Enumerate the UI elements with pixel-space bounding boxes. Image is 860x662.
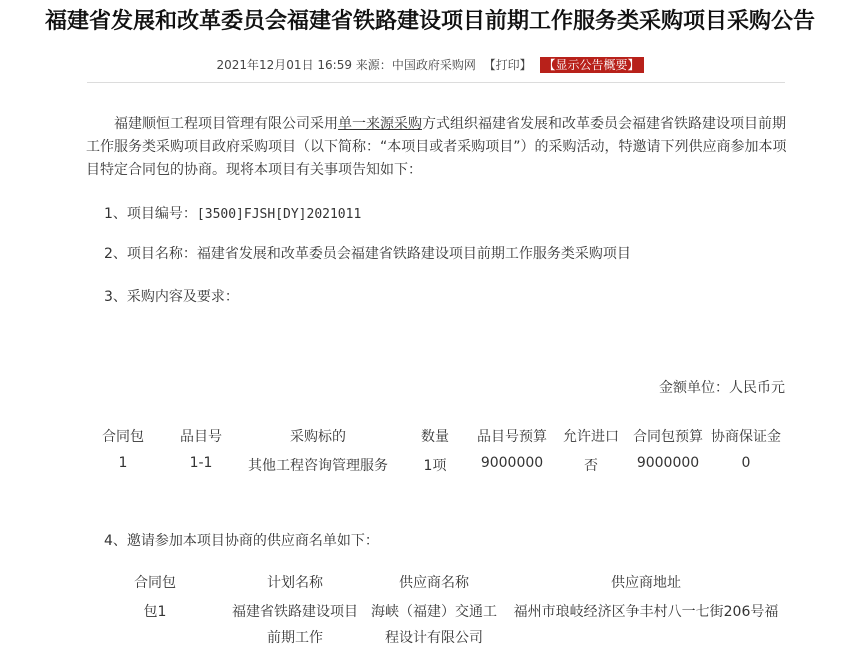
table1-row-item-budget: 9000000 [480,455,544,471]
table2-header-supplier-address: 供应商地址 [611,575,681,591]
table1-header-package-budget: 合同包预算 [633,429,703,445]
show-summary-button[interactable]: 【显示公告概要】 [540,57,644,73]
article-meta [0,56,860,73]
table2-row-plan-name-line2: 前期工作 [267,630,323,646]
project-number-value: [3500]FJSH[DY]2021011 [196,207,362,222]
page-title: 福建省发展和改革委员会福建省铁路建设项目前期工作服务类采购项目采购公告 [44,9,815,34]
table2-row-supplier-line1: 海峡（福建）交通工 [371,604,497,620]
table2-row-plan-name-line1: 福建省铁路建设项目 [232,604,358,620]
table1-header-item-no: 品目号 [180,429,222,445]
table1-header-import-allowed: 允许进口 [563,429,619,445]
table1-header-quantity: 数量 [421,429,449,445]
project-number-label: 1、项目编号： [104,206,197,222]
project-number [104,203,361,223]
table2-header-plan-name: 计划名称 [267,575,323,591]
table1-header-subject: 采购标的 [290,429,346,445]
table2-row-supplier-line2: 程设计有限公司 [385,630,483,646]
table1-header-deposit: 协商保证金 [711,429,781,445]
project-name-label: 2、项目名称： [104,246,197,262]
procurement-method-link[interactable]: 单一来源采购 [338,116,422,132]
intro-paragraph [86,113,790,182]
table1-row-package: 1 [118,455,128,471]
table2-header-package: 合同包 [134,575,176,591]
currency-unit: 金额单位：人民币元 [659,380,785,396]
table1-row-subject: 其他工程咨询管理服务 [248,458,388,474]
table1-row-import-allowed: 否 [584,458,598,474]
procurement-requirements-label: 3、采购内容及要求： [104,289,239,305]
table2-header-supplier-name: 供应商名称 [399,575,469,591]
table1-header-package: 合同包 [102,429,144,445]
intro-text-2: 方式组织福建省发展和改革委员会福建省铁路建设项目前期工作服务类采购项目政府采购项目（以下简称：“本项目或者采购项目”）的采购活动，特邀请下列供应商参加本项目特定合同包的协商。现将本项目有关事项告知如下： [86,116,787,178]
source-name: 中国政府采购网 [391,58,476,72]
project-name-value: 福建省发展和改革委员会福建省铁路建设项目前期工作服务类采购项目 [196,246,631,262]
print-link[interactable]: 【打印】 [483,58,532,72]
table1-row-deposit: 0 [741,455,751,471]
table2-row-supplier-address: 福州市琅岐经济区争丰村八一七街206号福 [513,604,779,620]
table1-row-package-budget: 9000000 [636,455,700,471]
source-label: 来源： [355,58,392,72]
invited-suppliers-label: 4、邀请参加本项目协商的供应商名单如下： [104,533,379,549]
publish-datetime: 2021年12月01日 16:59 [216,58,352,72]
table1-row-item-no: 1-1 [189,455,213,471]
table1-row-quantity: 1项 [423,458,447,474]
table1-header-item-budget: 品目号预算 [477,429,547,445]
intro-text-1: 福建顺恒工程项目管理有限公司采用 [114,116,338,132]
table2-row-package: 包1 [143,604,167,620]
header-divider [87,82,785,83]
project-name [104,243,631,263]
